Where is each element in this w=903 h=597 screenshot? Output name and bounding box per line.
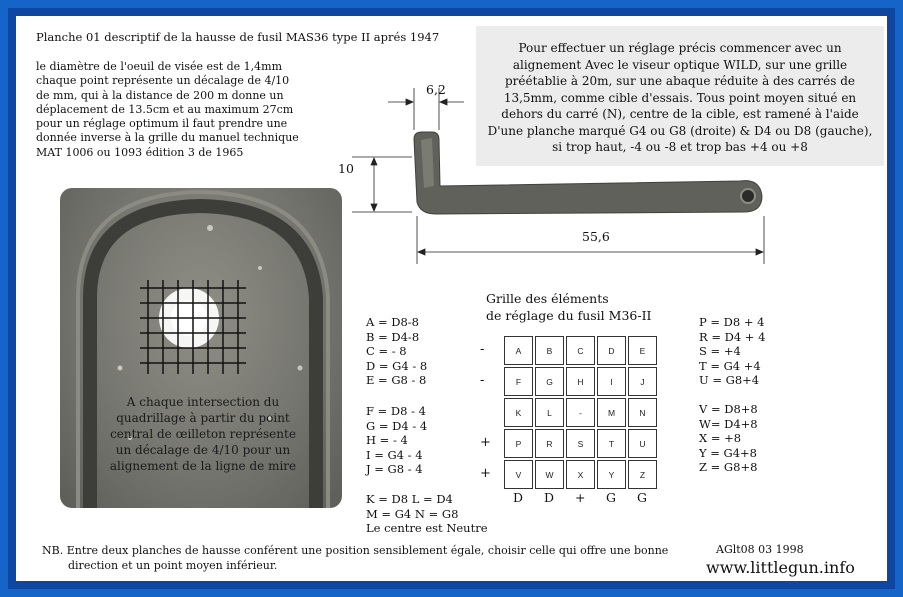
- grid-cell: I: [597, 367, 626, 396]
- grid-cell: N: [628, 398, 657, 427]
- grid-cell: L: [535, 398, 564, 427]
- grid-column-label: D: [544, 490, 555, 505]
- info-box-text: Pour effectuer un réglage précis commencer avec un alignement Avec le viseur optique WILD, sur une grille préétablie à 20m, sur une abaque réduite à des carrés de 13,5mm, comme cible d'essais. Tous point moyen situé en dehors du carré (N), centre de la cible, est ramené à l'aide D'une planche marqué G4 ou G8 (droite) & D4 ou D8 (gauche), si trop haut, -4 ou -8 et trop bas +4 ou +8: [487, 41, 873, 154]
- legend-group-3: K = D8 L = D4 M = G4 N = G8 Le centre est Neutre: [366, 492, 488, 535]
- grid-cell: R: [535, 429, 564, 458]
- grid-row-sign: +: [480, 466, 491, 481]
- credit: AGlt08 03 1998: [716, 543, 804, 556]
- grid-cell: K: [504, 398, 533, 427]
- grid-cell: C: [566, 336, 595, 365]
- grid-column-label: G: [606, 490, 616, 505]
- grid-column-label: +: [575, 490, 586, 505]
- grid-cell: X: [566, 460, 595, 489]
- grid-cell: W: [535, 460, 564, 489]
- grid-cell: H: [566, 367, 595, 396]
- grid-cell: Z: [628, 460, 657, 489]
- grid-column-label: D: [513, 490, 524, 505]
- grid-cell: -: [566, 398, 595, 427]
- website-link[interactable]: www.littlegun.info: [706, 558, 855, 577]
- grid-title-line-2: de réglage du fusil M36-II: [486, 308, 652, 323]
- legend-group-2: F = D8 - 4 G = D4 - 4 H = - 4 I = G4 - 4 J = G8 - 4: [366, 404, 428, 476]
- note-line-1: NB. Entre deux planches de hausse conférent une position sensiblement égale, choisir celle qui offre une bonne: [42, 544, 669, 557]
- dimension-length: 55,6: [582, 229, 610, 244]
- grid-cell: U: [628, 429, 657, 458]
- grid-row-sign: -: [480, 373, 485, 388]
- grid-cell: G: [535, 367, 564, 396]
- sight-part: [414, 132, 762, 214]
- dimension-width: 6,2: [426, 82, 446, 97]
- grid-cell: M: [597, 398, 626, 427]
- grid-cell: F: [504, 367, 533, 396]
- grid-row-sign: -: [480, 342, 485, 357]
- dimension-height: 10: [338, 161, 354, 176]
- grid-cell: V: [504, 460, 533, 489]
- grid-column-labels: [504, 490, 659, 510]
- grid-cell: B: [535, 336, 564, 365]
- grid-column-label: G: [637, 490, 647, 505]
- grid-row-signs: [480, 336, 500, 491]
- grid-cell: P: [504, 429, 533, 458]
- grid-row-sign: +: [480, 435, 491, 450]
- aperture-grid: [140, 280, 246, 374]
- intro-year: de 1965: [198, 145, 244, 159]
- intro-text: le diamètre de l'oeuil de visée est de 1,4mm chaque point représente un décalage de 4/10 de mm, qui à la distance de 200 m donne un déplacement de 13.5cm et au maximum 27cm pour un réglage optimum il faut prendre une donnée inverse à la grille du manuel technique MAT 1006 ou 1093 édition 3: [36, 60, 299, 159]
- legend-group-1: A = D8-8 B = D4-8 C = - 8 D = G4 - 8 E = G8 - 8: [366, 315, 428, 387]
- grid-cell: E: [628, 336, 657, 365]
- grid-cell: D: [597, 336, 626, 365]
- document-title: Planche 01 descriptif de la hausse de fusil MAS36 type II aprés 1947: [36, 30, 440, 44]
- grid-cell: T: [597, 429, 626, 458]
- grid-cell: J: [628, 367, 657, 396]
- aperture-photo: [60, 188, 342, 508]
- grid-title: [486, 290, 651, 324]
- note-line-2: direction et un point moyen inférieur.: [68, 559, 278, 572]
- grid-cell: A: [504, 336, 533, 365]
- adjustment-grid: [504, 336, 659, 491]
- dimension-lines: [352, 88, 764, 264]
- footer-note: [42, 543, 702, 573]
- grid-cell: Y: [597, 460, 626, 489]
- grid-cell: S: [566, 429, 595, 458]
- photo-caption: A chaque intersection du quadrillage à partir du point central de œilleton représente un décalage de 4/10 pour un alignement de la ligne de mire: [109, 395, 297, 473]
- grid-title-line-1: Grille des éléments: [486, 291, 609, 306]
- legend-group-4: P = D8 + 4 R = D4 + 4 S = +4 T = G4 +4 U = G8+4: [699, 315, 766, 387]
- document-sheet: [16, 16, 887, 581]
- legend-group-5: V = D8+8 W= D4+8 X = +8 Y = G4+8 Z = G8+8: [699, 402, 758, 474]
